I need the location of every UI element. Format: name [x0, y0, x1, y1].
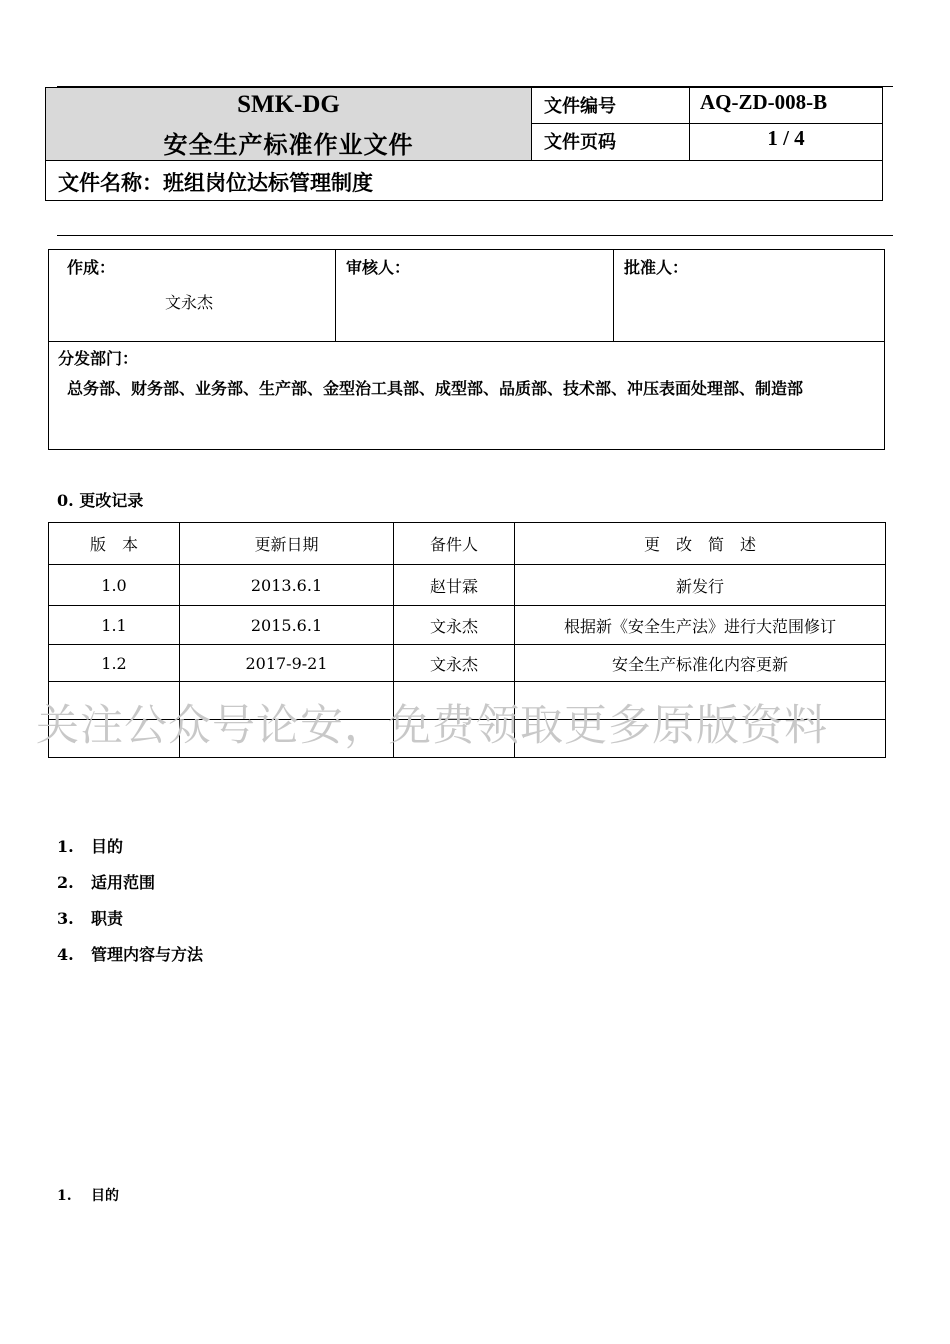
approver-label: 批准人：: [624, 258, 689, 277]
cell-version: 1.1: [49, 606, 180, 645]
table-header-row: [49, 523, 886, 565]
approval-table: [48, 249, 885, 450]
toc-item: [57, 906, 203, 942]
header-person: 备件人: [394, 523, 515, 565]
section-heading: [57, 1185, 119, 1205]
table-row: [49, 606, 886, 645]
toc-label: 职责: [91, 909, 124, 928]
table-of-contents: [57, 834, 203, 978]
page-number-value: 1 / 4: [690, 124, 882, 161]
reviewer-cell: [336, 250, 614, 342]
cell-person: 赵甘霖: [394, 565, 515, 606]
header-date: 更新日期: [180, 523, 394, 565]
doc-number-value: AQ-ZD-008-B: [690, 88, 882, 124]
toc-number: 1.: [57, 837, 74, 856]
section-label: 目的: [91, 1188, 119, 1204]
author-name: 文永杰: [165, 293, 214, 312]
header-summary: 更 改 简 述: [515, 523, 886, 565]
toc-label: 目的: [91, 837, 124, 856]
document-header: [45, 87, 883, 201]
reviewer-label: 审核人：: [346, 258, 411, 277]
document-type: 安全生产标准作业文件: [163, 130, 414, 159]
toc-number: 3.: [57, 909, 74, 928]
author-label: 作成：: [67, 258, 116, 277]
change-log-title: 0. 更改记录: [57, 491, 144, 510]
doc-number-label: 文件编号: [532, 88, 690, 124]
cell-summary: 安全生产标准化内容更新: [515, 645, 886, 682]
distribution-departments: 总务部、财务部、业务部、生产部、金型治工具部、成型部、品质部、技术部、冲压表面处理部、制造部: [67, 379, 804, 398]
toc-label: 管理内容与方法: [91, 945, 204, 964]
distribution-cell: [49, 342, 884, 449]
toc-label: 适用范围: [91, 873, 156, 892]
company-name: SMK-DG: [237, 91, 340, 118]
cell-version: 1.2: [49, 645, 180, 682]
toc-number: 2.: [57, 873, 74, 892]
cell-summary: 根据新《安全生产法》进行大范围修订: [515, 606, 886, 645]
cell-summary: 新发行: [515, 565, 886, 606]
page-number-label: 文件页码: [532, 124, 690, 161]
author-cell: [49, 250, 336, 342]
table-row: [49, 645, 886, 682]
separator-rule: [57, 235, 893, 236]
toc-number: 4.: [57, 945, 74, 964]
title-cell: [46, 88, 532, 161]
toc-item: [57, 834, 203, 870]
watermark-text: 关注公众号论安，免费领取更多原版资料: [36, 701, 828, 751]
toc-item: [57, 870, 203, 906]
cell-date: 2013.6.1: [180, 565, 394, 606]
header-version: 版 本: [49, 523, 180, 565]
table-row: [49, 565, 886, 606]
cell-person: 文永杰: [394, 645, 515, 682]
section-number: 1.: [57, 1188, 72, 1204]
approver-cell: [614, 250, 884, 342]
file-name: 文件名称：班组岗位达标管理制度: [58, 170, 373, 195]
cell-person: 文永杰: [394, 606, 515, 645]
toc-item: [57, 942, 203, 978]
distribution-label: 分发部门：: [58, 349, 139, 368]
cell-date: 2015.6.1: [180, 606, 394, 645]
cell-version: 1.0: [49, 565, 180, 606]
cell-date: 2017-9-21: [180, 645, 394, 682]
